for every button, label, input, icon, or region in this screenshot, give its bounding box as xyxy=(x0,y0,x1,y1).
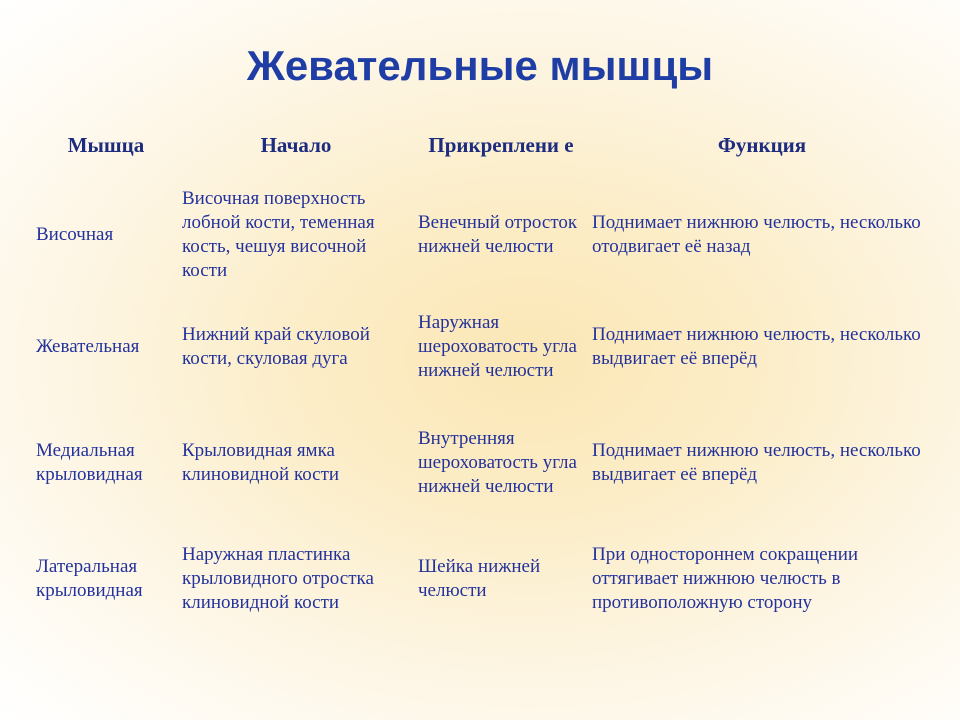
cell-insertion: Венечный отросток нижней челюсти xyxy=(418,212,578,257)
cell-origin: Наружная пластинка крыловидного отростка клиновидной кости xyxy=(182,544,374,613)
header-insertion: Прикреплени е xyxy=(428,132,574,157)
cell-origin: Височная поверхность лобной кости, теменная кость, чешуя височной кости xyxy=(182,188,375,281)
cell-muscle: Жевательная xyxy=(36,336,140,357)
cell-function: Поднимает нижнюю челюсть, несколько выдвигает её вперёд xyxy=(592,324,921,369)
cell-function: Поднимает нижнюю челюсть, несколько выдвигает её вперёд xyxy=(592,440,921,485)
cell-origin: Крыловидная ямка клиновидной кости xyxy=(182,440,340,485)
cell-function: Поднимает нижнюю челюсть, несколько отодвигает её назад xyxy=(592,212,921,257)
cell-insertion: Шейка нижней челюсти xyxy=(418,556,541,601)
header-function: Функция xyxy=(717,132,807,157)
cell-muscle: Височная xyxy=(36,224,114,245)
header-origin: Начало xyxy=(260,132,332,157)
cell-insertion: Наружная шероховатость угла нижней челюсти xyxy=(418,312,577,381)
cell-muscle: Латеральная крыловидная xyxy=(36,556,143,601)
cell-origin: Нижний край скуловой кости, скуловая дуга xyxy=(182,324,370,369)
cell-function: При одностороннем сокращении оттягивает нижнюю челюсть в противоположную сторону xyxy=(592,544,859,613)
cell-insertion: Внутренняя шероховатость угла нижней челюсти xyxy=(418,428,577,497)
page-title: Жевательные мышцы xyxy=(246,42,714,89)
cell-muscle: Медиальная крыловидная xyxy=(36,440,143,485)
header-muscle: Мышца xyxy=(67,132,145,157)
